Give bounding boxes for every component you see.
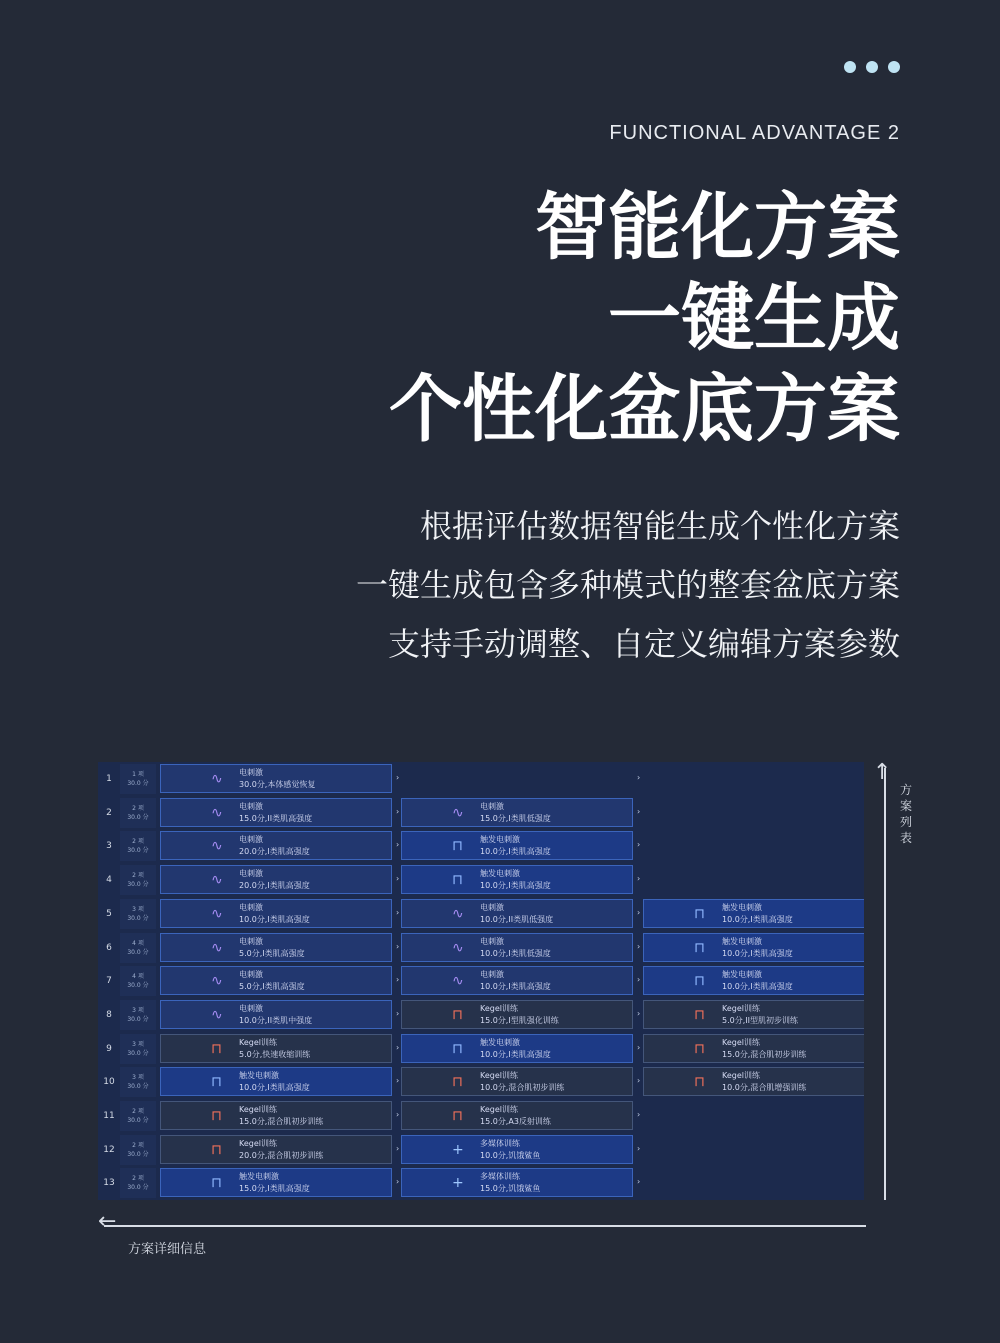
- training-module-card[interactable]: [643, 933, 864, 962]
- module-detail: 5.0分,II型肌初步训练: [722, 1015, 798, 1025]
- pulse-wave-icon: ∿: [211, 872, 223, 889]
- chevron-right-icon[interactable]: ›: [637, 1042, 641, 1052]
- pulse-wave-icon: ∿: [211, 838, 223, 855]
- row-summary-text: 3 项: [132, 1074, 144, 1082]
- module-detail: 10.0分,混合肌增强训练: [722, 1083, 807, 1093]
- module-detail: 15.0分,混合肌初步训练: [239, 1117, 324, 1126]
- module-detail: 10.0分,I类肌高强度: [722, 948, 793, 958]
- training-module-card[interactable]: [401, 1034, 633, 1063]
- row-summary: [120, 831, 156, 861]
- training-module-card[interactable]: [643, 899, 864, 928]
- module-title: Kegel训练: [239, 1037, 277, 1047]
- training-module-card[interactable]: [401, 831, 633, 860]
- training-module-card[interactable]: [401, 1000, 633, 1029]
- module-detail: 10.0分,I类肌高强度: [480, 1049, 551, 1059]
- module-title: Kegel训练: [480, 1003, 518, 1013]
- plan-row[interactable]: [98, 1166, 864, 1200]
- row-summary-text: 30.0 分: [127, 1184, 149, 1192]
- training-module-card[interactable]: [160, 1101, 392, 1130]
- chevron-right-icon[interactable]: ›: [396, 907, 400, 917]
- plan-row[interactable]: [98, 1133, 864, 1167]
- plan-row[interactable]: [98, 998, 864, 1032]
- plan-table-screenshot: [98, 762, 864, 1200]
- training-module-card[interactable]: [643, 1034, 864, 1063]
- row-summary-text: 30.0 分: [127, 881, 149, 889]
- row-number: 8: [106, 1009, 112, 1020]
- module-title: Kegel训练: [722, 1071, 760, 1081]
- row-summary: [120, 764, 156, 794]
- vertical-axis-line: [884, 768, 886, 1200]
- pulse-wave-icon: ∿: [452, 905, 464, 922]
- row-summary: [120, 933, 156, 963]
- module-detail: 10.0分,I类肌高强度: [239, 1083, 310, 1093]
- row-summary-text: 2 项: [132, 872, 144, 880]
- module-title: 电刺激: [239, 768, 263, 777]
- pulse-wave-icon: ∿: [211, 1006, 223, 1023]
- headline-line: 个性化盆底方案: [389, 367, 900, 452]
- module-title: Kegel训练: [722, 1003, 760, 1013]
- training-module-card[interactable]: [401, 798, 633, 827]
- more-dots-icon[interactable]: [844, 61, 900, 73]
- module-title: 电刺激: [480, 970, 504, 980]
- row-summary-text: 30.0 分: [127, 1117, 149, 1124]
- chevron-right-icon[interactable]: ›: [396, 840, 400, 850]
- module-detail: 10.0分,I类肌低强度: [480, 948, 551, 958]
- row-number: 11: [103, 1111, 115, 1121]
- row-summary-text: 2 项: [132, 804, 144, 812]
- row-summary-text: 4 项: [132, 973, 144, 981]
- training-module-card[interactable]: [160, 1135, 392, 1164]
- dot: [888, 61, 900, 73]
- chevron-right-icon[interactable]: ›: [396, 1076, 400, 1086]
- kegel-square-wave-icon: ⊓: [211, 1040, 222, 1057]
- chevron-right-icon[interactable]: ›: [637, 907, 641, 917]
- module-detail: 5.0分,快速收缩训练: [239, 1049, 311, 1059]
- multimedia-icon: +: [452, 1141, 464, 1158]
- pulse-wave-icon: ∿: [211, 771, 223, 787]
- training-module-card[interactable]: [160, 1067, 392, 1096]
- row-summary: [120, 1000, 156, 1030]
- training-module-card[interactable]: [643, 966, 864, 995]
- row-summary-text: 2 项: [132, 1175, 144, 1183]
- module-detail: 20.0分,混合肌初步训练: [239, 1150, 324, 1160]
- module-title: 电刺激: [239, 936, 263, 946]
- trigger-wave-icon: ⊓: [694, 939, 705, 956]
- module-title: 电刺激: [239, 902, 263, 912]
- chevron-right-icon[interactable]: ›: [637, 941, 641, 951]
- kegel-square-wave-icon: ⊓: [694, 1074, 705, 1091]
- chevron-right-icon[interactable]: ›: [396, 1143, 400, 1153]
- module-title: Kegel训练: [480, 1071, 518, 1081]
- pulse-wave-icon: ∿: [211, 973, 223, 990]
- row-number: 2: [106, 807, 112, 818]
- training-module-card[interactable]: [643, 1000, 864, 1029]
- module-title: 电刺激: [239, 869, 263, 879]
- chevron-right-icon[interactable]: ›: [637, 840, 641, 850]
- chevron-right-icon[interactable]: ›: [637, 806, 641, 816]
- row-summary: [120, 865, 156, 895]
- row-summary: [120, 1034, 156, 1064]
- chevron-right-icon[interactable]: ›: [396, 1177, 400, 1187]
- description-line: 支持手动调整、自定义编辑方案参数: [387, 625, 900, 663]
- training-module-card[interactable]: [160, 798, 392, 827]
- chevron-right-icon[interactable]: ›: [637, 874, 641, 884]
- training-module-card[interactable]: [160, 1000, 392, 1029]
- headline-line: 智能化方案: [535, 185, 900, 270]
- module-detail: 10.0分,II类肌中强度: [239, 1015, 313, 1025]
- module-title: 触发电刺激: [480, 835, 520, 845]
- pulse-wave-icon: ∿: [211, 905, 223, 922]
- pulse-wave-icon: ∿: [452, 804, 464, 821]
- row-summary-text: 30.0 分: [127, 914, 149, 922]
- chevron-right-icon[interactable]: ›: [637, 773, 641, 782]
- trigger-wave-icon: ⊓: [452, 872, 463, 889]
- module-title: 触发电刺激: [480, 869, 520, 879]
- training-module-card[interactable]: [160, 966, 392, 995]
- pulse-wave-icon: ∿: [452, 939, 464, 956]
- module-title: 电刺激: [480, 936, 504, 946]
- horizontal-axis-line: [104, 1225, 866, 1227]
- chevron-right-icon[interactable]: ›: [637, 1143, 641, 1153]
- row-summary: [120, 1101, 156, 1131]
- training-module-card[interactable]: [160, 899, 392, 928]
- kegel-square-wave-icon: ⊓: [694, 1040, 705, 1057]
- row-number: 9: [106, 1043, 112, 1054]
- module-detail: 10.0分,饥饿鲨鱼: [480, 1150, 541, 1160]
- module-detail: 5.0分,I类肌高强度: [239, 948, 305, 958]
- kegel-square-wave-icon: ⊓: [452, 1074, 463, 1091]
- dot: [844, 61, 856, 73]
- description: [356, 497, 900, 674]
- chevron-right-icon[interactable]: ›: [396, 773, 400, 782]
- training-module-card[interactable]: [401, 966, 633, 995]
- headline-line: 一键生成: [608, 276, 900, 361]
- dot: [866, 61, 878, 73]
- training-module-card[interactable]: [160, 1168, 392, 1197]
- eyebrow-label: FUNCTIONAL ADVANTAGE 2: [609, 122, 900, 144]
- plan-row[interactable]: [98, 829, 864, 863]
- row-summary-text: 3 项: [132, 905, 144, 913]
- module-detail: 20.0分,I类肌高强度: [239, 881, 310, 891]
- row-number: 6: [106, 942, 112, 953]
- row-summary-text: 2 项: [132, 1108, 144, 1115]
- row-summary: [120, 1168, 156, 1198]
- kegel-square-wave-icon: ⊓: [452, 1006, 463, 1023]
- module-detail: 10.0分,I类肌高强度: [480, 982, 551, 992]
- module-title: 触发电刺激: [480, 1037, 520, 1047]
- module-detail: 30.0分,本体感觉恢复: [239, 780, 316, 789]
- row-number: 7: [106, 976, 112, 987]
- chevron-right-icon[interactable]: ›: [637, 1177, 641, 1187]
- row-number: 10: [103, 1077, 115, 1088]
- module-detail: 15.0分,I型肌强化训练: [480, 1015, 559, 1025]
- multimedia-icon: +: [452, 1175, 464, 1192]
- module-title: 电刺激: [480, 801, 504, 811]
- module-detail: 10.0分,I类肌高强度: [722, 914, 793, 924]
- module-title: Kegel训练: [239, 1105, 277, 1114]
- module-title: 电刺激: [239, 1003, 263, 1013]
- chevron-right-icon[interactable]: ›: [396, 1008, 400, 1018]
- plan-row[interactable]: [98, 1065, 864, 1099]
- training-module-card[interactable]: [401, 899, 633, 928]
- horizontal-axis-label: 方案详细信息: [128, 1242, 207, 1257]
- module-detail: 10.0分,I类肌高强度: [480, 881, 551, 891]
- row-summary: [120, 1135, 156, 1165]
- headline: [389, 182, 900, 455]
- row-number: 13: [103, 1178, 115, 1189]
- module-title: 触发电刺激: [722, 970, 762, 980]
- module-title: Kegel训练: [239, 1138, 277, 1148]
- description-line: 根据评估数据智能生成个性化方案: [419, 507, 900, 545]
- row-summary-text: 3 项: [132, 1006, 144, 1014]
- row-summary: [120, 1067, 156, 1097]
- module-title: 电刺激: [239, 970, 263, 980]
- module-title: 多媒体训练: [480, 1172, 520, 1182]
- training-module-card[interactable]: [401, 1067, 633, 1096]
- plan-row[interactable]: [98, 1099, 864, 1133]
- module-title: Kegel训练: [722, 1037, 760, 1047]
- arrow-left-icon: ←: [98, 1209, 117, 1234]
- chevron-right-icon[interactable]: ›: [396, 874, 400, 884]
- trigger-wave-icon: ⊓: [211, 1074, 222, 1091]
- kegel-square-wave-icon: ⊓: [211, 1108, 222, 1124]
- row-summary-text: 30.0 分: [127, 847, 149, 855]
- chevron-right-icon[interactable]: ›: [637, 1008, 641, 1018]
- row-summary-text: 1 项: [132, 771, 144, 778]
- row-summary-text: 30.0 分: [127, 982, 149, 990]
- kegel-square-wave-icon: ⊓: [694, 1006, 705, 1023]
- row-number: 1: [106, 774, 112, 784]
- module-detail: 5.0分,I类肌高强度: [239, 982, 305, 992]
- module-title: 多媒体训练: [480, 1138, 520, 1148]
- module-detail: 15.0分,A3反射训练: [480, 1117, 551, 1126]
- training-module-card[interactable]: [160, 865, 392, 894]
- row-summary-text: 30.0 分: [127, 1083, 149, 1091]
- row-summary-text: 4 项: [132, 939, 144, 947]
- module-title: 电刺激: [239, 801, 263, 811]
- row-number: 3: [106, 841, 112, 852]
- trigger-wave-icon: ⊓: [694, 973, 705, 990]
- vertical-axis-label: 方案列表: [899, 783, 912, 845]
- row-summary-text: 2 项: [132, 838, 144, 846]
- arrow-up-icon: ↑: [873, 760, 892, 785]
- training-module-card[interactable]: [643, 1067, 864, 1096]
- plan-row[interactable]: [98, 931, 864, 965]
- row-summary-text: 30.0 分: [127, 813, 149, 821]
- plan-row[interactable]: [98, 762, 864, 796]
- chevron-right-icon[interactable]: ›: [637, 1076, 641, 1086]
- row-summary-text: 30.0 分: [127, 780, 149, 787]
- description-line: 一键生成包含多种模式的整套盆底方案: [355, 566, 900, 604]
- module-detail: 15.0分,I类肌高强度: [239, 1184, 310, 1194]
- chevron-right-icon[interactable]: ›: [396, 941, 400, 951]
- row-summary-text: 30.0 分: [127, 1049, 149, 1057]
- training-module-card[interactable]: [401, 933, 633, 962]
- row-number: 12: [103, 1144, 115, 1155]
- module-title: 触发电刺激: [239, 1071, 279, 1081]
- chevron-right-icon[interactable]: ›: [396, 1042, 400, 1052]
- plan-row[interactable]: [98, 897, 864, 931]
- trigger-wave-icon: ⊓: [452, 1040, 463, 1057]
- row-number: 5: [106, 908, 112, 919]
- trigger-wave-icon: ⊓: [452, 838, 463, 855]
- module-title: 触发电刺激: [722, 902, 762, 912]
- row-summary-text: 2 项: [132, 1141, 144, 1149]
- row-summary: [120, 798, 156, 828]
- row-summary-text: 30.0 分: [127, 1150, 149, 1158]
- module-detail: 15.0分,混合肌初步训练: [722, 1049, 807, 1059]
- plan-row[interactable]: [98, 964, 864, 998]
- row-summary-text: 3 项: [132, 1040, 144, 1048]
- training-module-card[interactable]: [160, 831, 392, 860]
- module-title: 电刺激: [239, 835, 263, 845]
- module-detail: 10.0分,I类肌高强度: [239, 914, 310, 924]
- chevron-right-icon[interactable]: ›: [637, 1110, 641, 1119]
- kegel-square-wave-icon: ⊓: [452, 1108, 463, 1124]
- row-number: 4: [106, 875, 112, 886]
- module-title: 触发电刺激: [239, 1172, 279, 1182]
- row-summary-text: 30.0 分: [127, 948, 149, 956]
- trigger-wave-icon: ⊓: [211, 1175, 222, 1192]
- row-summary: [120, 899, 156, 929]
- chevron-right-icon[interactable]: ›: [637, 975, 641, 985]
- training-module-card[interactable]: [401, 1168, 633, 1197]
- training-module-card[interactable]: [401, 1101, 633, 1130]
- pulse-wave-icon: ∿: [452, 973, 464, 990]
- module-detail: 15.0分,I类肌低强度: [480, 813, 551, 823]
- chevron-right-icon[interactable]: ›: [396, 1110, 400, 1119]
- kegel-square-wave-icon: ⊓: [211, 1141, 222, 1158]
- module-detail: 10.0分,混合肌初步训练: [480, 1083, 565, 1093]
- row-summary: [120, 966, 156, 996]
- training-module-card[interactable]: [401, 1135, 633, 1164]
- module-detail: 15.0分,II类肌高强度: [239, 813, 313, 823]
- training-module-card[interactable]: [401, 865, 633, 894]
- module-detail: 20.0分,I类肌高强度: [239, 847, 310, 857]
- module-detail: 15.0分,饥饿鲨鱼: [480, 1184, 541, 1194]
- module-title: 电刺激: [480, 902, 504, 912]
- chevron-right-icon[interactable]: ›: [396, 806, 400, 816]
- training-module-card[interactable]: [160, 764, 392, 793]
- trigger-wave-icon: ⊓: [694, 905, 705, 922]
- module-title: 触发电刺激: [722, 936, 762, 946]
- row-summary-text: 30.0 分: [127, 1015, 149, 1023]
- module-title: Kegel训练: [480, 1105, 518, 1114]
- plan-row[interactable]: [98, 863, 864, 897]
- chevron-right-icon[interactable]: ›: [396, 975, 400, 985]
- training-module-card[interactable]: [160, 1034, 392, 1063]
- module-detail: 10.0分,I类肌高强度: [722, 982, 793, 992]
- plan-row[interactable]: [98, 1032, 864, 1066]
- pulse-wave-icon: ∿: [211, 804, 223, 821]
- module-detail: 10.0分,II类肌低强度: [480, 914, 554, 924]
- plan-row[interactable]: [98, 796, 864, 830]
- training-module-card[interactable]: [160, 933, 392, 962]
- pulse-wave-icon: ∿: [211, 939, 223, 956]
- module-detail: 10.0分,I类肌高强度: [480, 847, 551, 857]
